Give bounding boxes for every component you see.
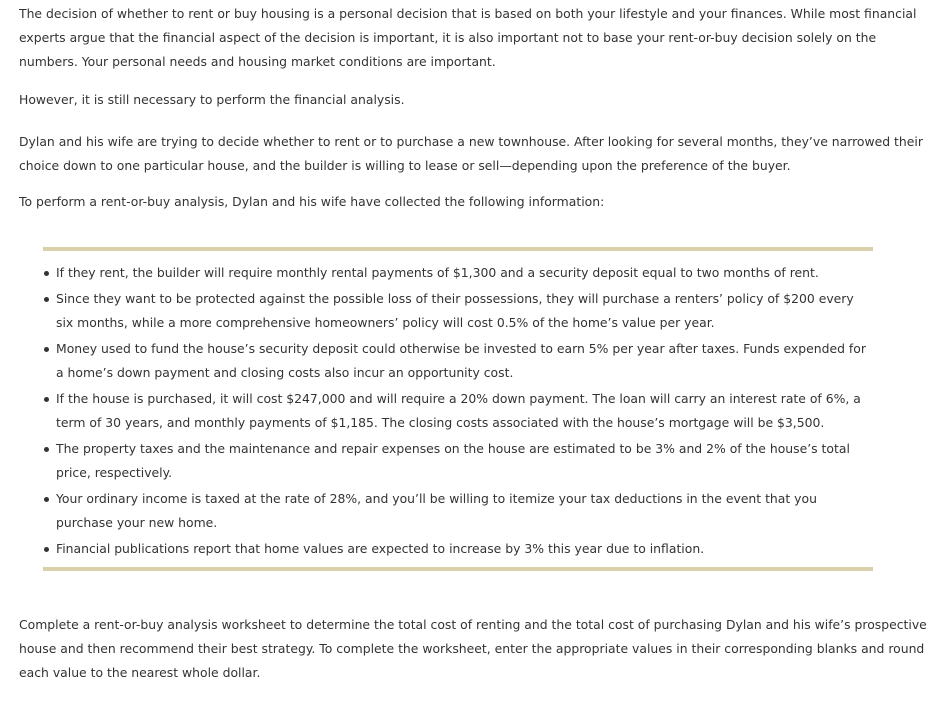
list-item: [43, 261, 873, 285]
list-item: [43, 437, 873, 485]
bullet-icon: [44, 271, 49, 276]
list-item: [43, 287, 873, 335]
information-box: [43, 247, 873, 571]
bullet-icon: [44, 347, 49, 352]
information-list: [43, 251, 873, 561]
list-item: [43, 537, 873, 561]
intro-section: [19, 0, 937, 214]
intro-paragraph: The decision of whether to rent or buy housing is a personal decision that is based on both your lifestyle and your finances. While most financial experts argue that the financial aspect of the decision is important, it is also important not to base your rent-or-buy decision solely on the numbers. Your personal needs and housing market conditions are important.: [19, 6, 917, 69]
list-item-text: If they rent, the builder will require monthly rental payments of $1,300 and a security deposit equal to two months of rent.: [56, 265, 819, 280]
list-item-text: Money used to fund the house’s security deposit could otherwise be invested to earn 5% per year after taxes. Funds expended for a home’s down payment and closing costs also incur an opportunity cost.: [56, 341, 866, 380]
instructions-paragraph: Complete a rent-or-buy analysis worksheet to determine the total cost of renting and the total cost of purchasing Dylan and his wife’s prospective house and then recommend their best strategy. To complete the worksheet, enter the appropriate values in their corresponding blanks and round each value to the nearest whole dollar.: [19, 617, 927, 680]
list-item-text: Your ordinary income is taxed at the rate of 28%, and you’ll be willing to itemize your tax deductions in the event that you purchase your new home.: [56, 491, 817, 530]
list-item-text: The property taxes and the maintenance and repair expenses on the house are estimated to be 3% and 2% of the house’s total price, respectively.: [56, 441, 850, 480]
scenario-paragraph: Dylan and his wife are trying to decide whether to rent or to purchase a new townhouse. After looking for several months, they’ve narrowed their choice down to one particular house, and the builder is willing to lease or sell—depending upon the preference of the buyer.: [19, 134, 923, 173]
list-item: [43, 387, 873, 435]
list-item-text: Financial publications report that home values are expected to increase by 3% this year due to inflation.: [56, 541, 705, 556]
bullet-icon: [44, 547, 49, 552]
list-item: [43, 337, 873, 385]
list-item-text: Since they want to be protected against the possible loss of their possessions, they will purchase a renters’ policy of $200 every six months, while a more comprehensive homeowners’ policy will cost 0.5% of the home’s value per year.: [56, 291, 854, 330]
bullet-icon: [44, 397, 49, 402]
list-item: [43, 487, 873, 535]
bullet-icon: [44, 497, 49, 502]
however-paragraph: However, it is still necessary to perform the financial analysis.: [19, 92, 405, 107]
bullet-icon: [44, 297, 49, 302]
list-item-text: If the house is purchased, it will cost $247,000 and will require a 20% down payment. The loan will carry an interest rate of 6%, a term of 30 years, and monthly payments of $1,185. The closing costs associated with the house’s mortgage will be $3,500.: [56, 391, 861, 430]
bullet-icon: [44, 447, 49, 452]
collected-info-paragraph: To perform a rent-or-buy analysis, Dylan and his wife have collected the following information:: [19, 194, 605, 209]
